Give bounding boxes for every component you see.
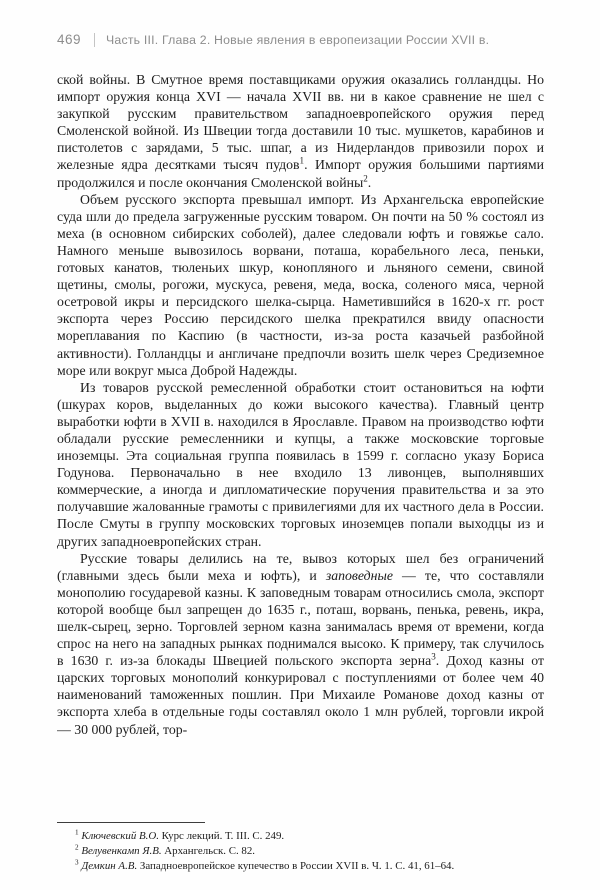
paragraph xyxy=(57,191,544,379)
footnote xyxy=(57,859,544,874)
text-run: Велувенкамп Я.В. xyxy=(78,845,162,858)
text-run: . xyxy=(367,174,372,190)
text-run: Западноевропейское купечество в России XVII в. Ч. 1. С. 41, 61–64. xyxy=(137,860,455,873)
footnote-list xyxy=(57,829,544,874)
page-number: 469 xyxy=(57,32,82,47)
chapter-header: Часть III. Глава 2. Новые явления в европеизации России XVII в. xyxy=(106,32,490,47)
text-run: Объем русского экспорта превышал импорт. Из Архангельска европейские суда шли до предела загруженные русским товаром. Он почти на 50 % состоял из меха (в основном сибирских соболей), далее следовали юфть и говяжье сало. Намного меньше вывозилось ворвани, поташа, корабельного леса, пеньки, готовых канатов, тюленьих шкур, конопляного и льняного семени, свиной щетины, смолы, рогожи, мускуса, ревеня, меда, воска, соленого мяса, черной осетровой икры и персидского шелка-сырца. Наметившийся в 1620-х гг. рост экспорта через Россию персидского шелка прекратился ввиду опасности мореплавания по Каспию (в частности, из-за роста казачьей разбойной активности). Голландцы и англичане предпочли возить шелк через Средиземное море или вокруг мыса Доброй Надежды. xyxy=(57,191,544,378)
footnote-marker: 3 xyxy=(75,858,79,867)
footnote-marker: 1 xyxy=(299,155,305,166)
paragraph xyxy=(57,71,544,191)
text-run: Демкин А.В. xyxy=(78,860,138,873)
footnote-marker: 3 xyxy=(431,651,436,662)
footnote-marker: 2 xyxy=(363,172,368,183)
text-run: заповедные xyxy=(325,567,393,583)
text-run: Архангельск. С. 82. xyxy=(161,845,256,858)
footnote xyxy=(57,844,544,859)
text-run: Курс лекций. Т. III. С. 249. xyxy=(158,830,285,843)
footnote xyxy=(57,829,544,844)
text-run: Из товаров русской ремесленной обработки стоит остановиться на юфти (шкурах коров, выделанных до кожи высокого качества). Главный центр выработки юфти в XVII в. находился в Ярославле. Правом на производство юфти обладали русские ремесленники и купцы, а также московские торговые иноземцы. Эта социальная группа появилась в 1599 г. согласно указу Бориса Годунова. Первоначально в нее входило 13 ливонцев, выполнявших коммерческие, а иногда и дипломатические поручения правительства и за это получавшие жалованные грамоты с привилегиями для их частного дела в России. После Смуты в группу московских торговых иноземцев попали выходцы из и других западноевропейских стран. xyxy=(57,379,544,549)
body-text xyxy=(57,71,544,816)
text-run: . Импорт оружия большими партиями продолжился и после окончания Смоленской войны xyxy=(57,157,544,190)
text-run: — те, что составляли монополию государевой казны. К заповедным товарам относились смола, экспорт которой вообще был запрещен до 1635 г., поташ, ворвань, пенька, ревень, икра, шелк-сырец, зерно. Торговлей зерном казна занималась время от времени, когда спрос на него на западных рынках поднимался высоко. К примеру, так случилось в 1630 г. из-за блокады Швецией польского экспорта зерна xyxy=(57,567,544,669)
text-run: ской войны. В Смутное время поставщиками оружия оказались голландцы. Но импорт оружия конца XVI — начала XVII вв. ни в какое сравнение не шел с закупкой русским правительством западноевропейского оружия перед Смоленской войной. Из Швеции тогда доставили 10 тыс. мушкетов, карабинов и пистолетов с зарядами, 5 тыс. шпаг, а из Нидерландов привозили порох и железные ядра десятками тысяч пудов xyxy=(57,72,544,173)
footnote-marker: 1 xyxy=(75,828,79,837)
paragraph xyxy=(57,550,544,738)
header-divider xyxy=(94,33,95,47)
text-run: Русские товары делились на те, вывоз которых шел без ограничений (главными здесь были меха и юфть), и xyxy=(57,550,544,583)
page-header xyxy=(57,32,544,47)
footnote-separator xyxy=(57,822,205,823)
text-run: . Доход казны от царских торговых монополий конкурировал с поступлениями от более чем 40 наименований таможенных пошлин. При Михаиле Романове доход казны от экспорта хлеба в отдельные годы составлял около 1 млн рублей, торговли икрой — 30 000 рублей, тор- xyxy=(57,653,544,737)
paragraph xyxy=(57,379,544,550)
text-run: Ключевский В.О. xyxy=(78,830,159,843)
footnote-marker: 2 xyxy=(75,843,79,852)
footnotes xyxy=(57,816,544,874)
